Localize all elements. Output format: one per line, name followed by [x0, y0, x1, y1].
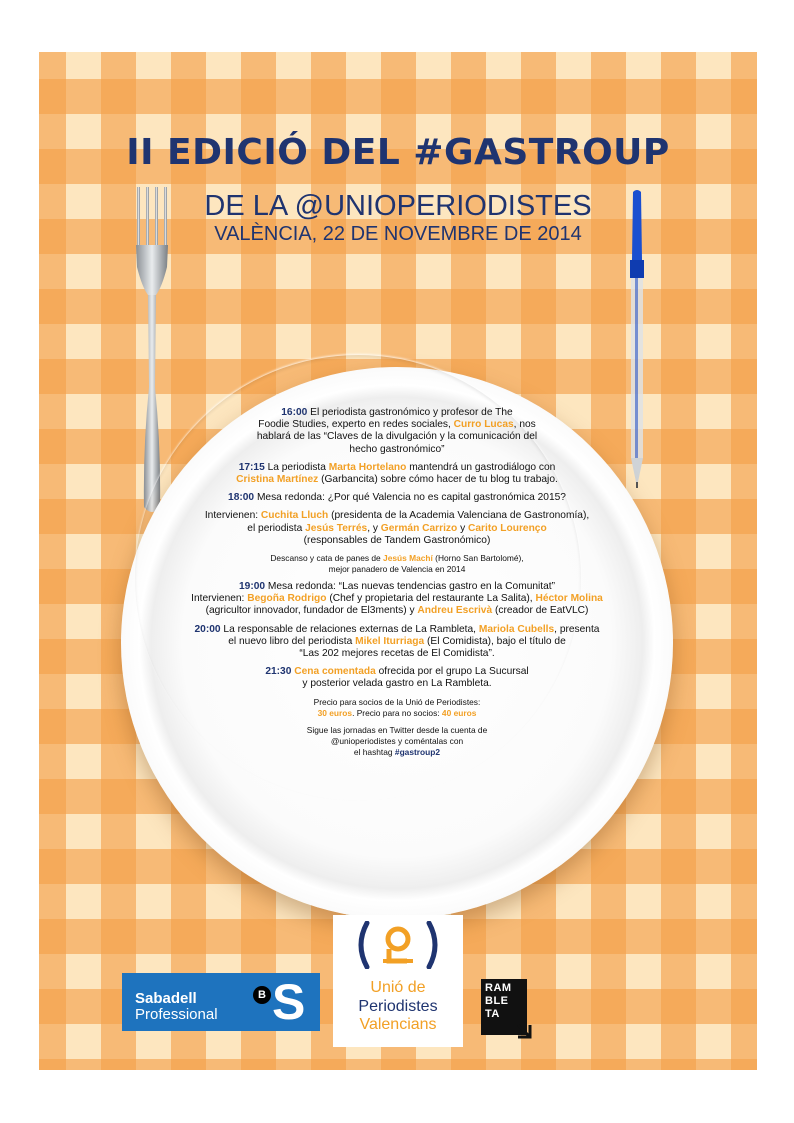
hashtag-link[interactable]: #gastroup2	[394, 746, 441, 757]
rambleta-logo: RAM BLE TA	[481, 979, 527, 1035]
program-item-1900: 19:00 Mesa redonda: “Las nuevas tendencias gastro en la Comunitat” Intervienen: Begoña Rodrigo (Chef y propietaria del restaurante La Salita), Héctor Molina (agricultor innovador, fundador de El3ments) y Andreu Escrivà (creador de EatVLC)	[191, 581, 603, 617]
program-item-1800-panel: Intervienen: Cuchita Lluch (presidenta de la Academia Valenciana de Gastronomía), el periodista Jesús Terrés, y Germán Carrizo y Carito Lourenço (responsables de Tandem Gastronómico)	[204, 510, 590, 546]
sabadell-s-icon: S	[272, 974, 306, 1030]
program-item-1715: 17:15 La periodista Marta Hortelano mantendrá un gastrodiálogo con Cristina Martínez (Garbancita) sobre cómo hacer de tu blog tu trabajo.	[236, 461, 558, 486]
poster-date: VALÈNCIA, 22 DE NOVEMBRE DE 2014	[214, 223, 582, 245]
program-break: Descanso y cata de panes de Jesús Machí (Horno San Bartolomé), mejor panadero de Valencia en 2014	[270, 553, 524, 575]
poster-subtitle: DE LA @UNIOPERIODISTES	[204, 190, 592, 222]
program-price: Precio para socios de la Unió de Periodistes: 30 euros. Precio para no socios: 40 euros	[313, 696, 481, 718]
sabadell-b-icon: B	[253, 986, 271, 1004]
bracket-p-icon	[353, 921, 443, 969]
unio-periodistes-logo: Unió de Periodistes Valencians	[333, 915, 463, 1047]
program-schedule	[159, 407, 635, 764]
program-item-2000: 20:00 La responsable de relaciones externas de La Rambleta, Mariola Cubells, presenta el nuevo libro del periodista Mikel Iturriaga (El Comidista), bajo el título de “Las 202 mejores recetas de El Comidista”.	[194, 623, 600, 660]
program-item-2130: 21:30 Cena comentada ofrecida por el grupo La Sucursal y posterior velada gastro en La Rambleta.	[265, 666, 529, 690]
program-item-1800: 18:00 Mesa redonda: ¿Por qué Valencia no es capital gastronómica 2015?	[228, 492, 566, 504]
program-item-1600: 16:00 El periodista gastronómico y profesor de The Foodie Studies, experto en redes sociales, Curro Lucas, nos hablará de las “Claves de la divulgación y la comunicación del hecho gastronómico”	[256, 407, 538, 455]
program-twitter: Sigue las jornadas en Twitter desde la cuenta de @unioperiodistes y coméntalas con el hashtag #gastroup2	[306, 724, 488, 757]
rambleta-corner-icon	[516, 1023, 532, 1039]
poster-background	[39, 52, 757, 1070]
poster-title: II EDICIÓ DEL #GASTROUP	[126, 132, 670, 173]
sabadell-professional-logo: Sabadell Professional B S	[122, 973, 320, 1031]
